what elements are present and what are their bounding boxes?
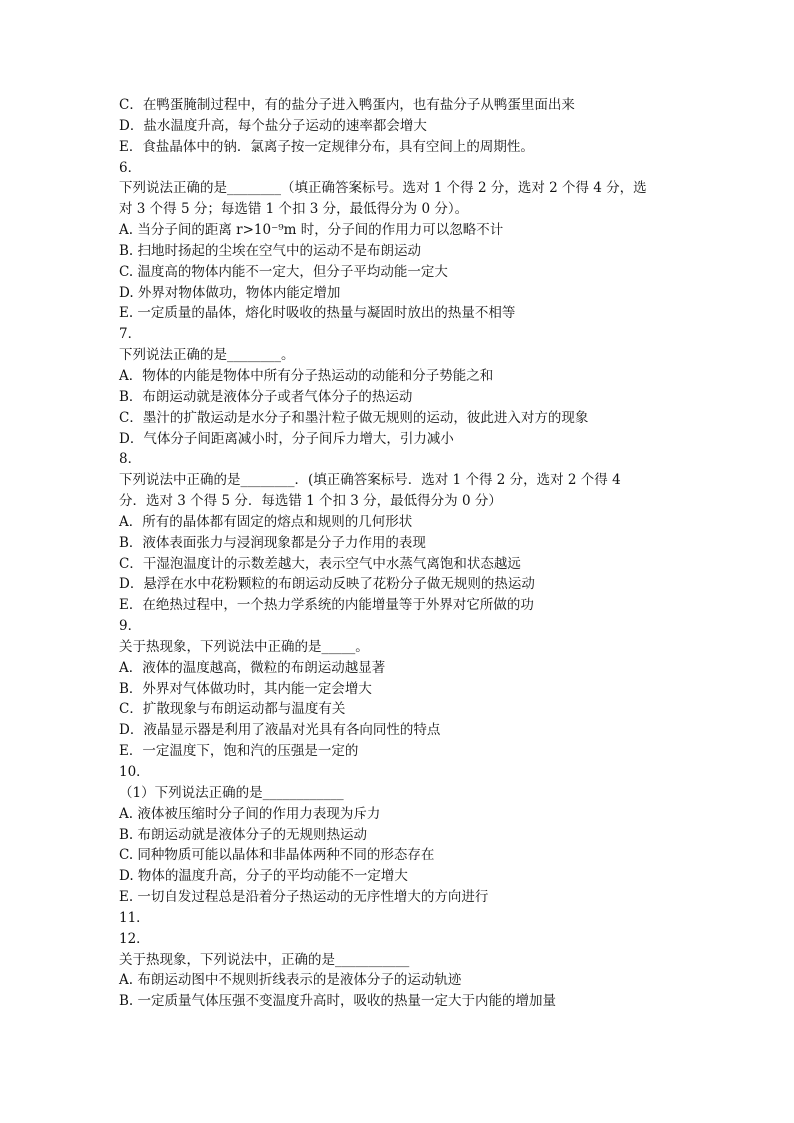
question-number: 9． (119, 618, 142, 635)
question-stem: 对 3 个得 5 分；每选错 1 个扣 3 分，最低得分为 0 分）。 (119, 201, 469, 218)
text-line: C．在鸭蛋腌制过程中，有的盐分子进入鸭蛋内，也有盐分子从鸭蛋里面出来 (119, 97, 575, 113)
question-stem: 下列说法正确的是________（填正确答案标号。选对 1 个得 2 分，选对 2 个得 4 分，选 (119, 180, 647, 197)
question-stem: 下列说法正确的是________。 (119, 347, 295, 364)
question-stem: 关于热现象，下列说法中正确的是_____。 (119, 638, 369, 655)
option-line: E. 一定质量的晶体，熔化时吸收的热量与凝固时放出的热量不相等 (119, 305, 516, 322)
option-line: E．在绝热过程中，一个热力学系统的内能增量等于外界对它所做的功 (119, 597, 534, 614)
option-line: D. 外界对物体做功，物体内能定增加 (119, 284, 341, 301)
question-stem: （1）下列说法正确的是____________ (119, 784, 344, 801)
option-line: B. 布朗运动就是液体分子的无规则热运动 (119, 826, 368, 843)
option-line: B. 扫地时扬起的尘埃在空气中的运动不是布朗运动 (119, 242, 422, 259)
option-line: A．所有的晶体都有固定的熔点和规则的几何形状 (119, 513, 413, 530)
option-line: A. 当分子间的距离 r>10⁻⁹m 时，分子间的作用力可以忽略不计 (119, 222, 504, 239)
option-line: B．外界对气体做功时，其内能一定会增大 (119, 680, 372, 697)
option-line: C．墨汁的扩散运动是水分子和墨汁粒子做无规则的运动，彼此进入对方的现象 (119, 409, 589, 426)
option-line: C. 温度高的物体内能不一定大，但分子平均动能一定大 (119, 263, 448, 280)
option-line: A．物体的内能是物体中所有分子热运动的动能和分子势能之和 (119, 367, 494, 384)
option-line: D．悬浮在水中花粉颗粒的布朗运动反映了花粉分子做无规则的热运动 (119, 576, 535, 593)
option-line: A. 液体被压缩时分子间的作用力表现为斥力 (119, 805, 381, 822)
option-line: B．布朗运动就是液体分子或者气体分子的热运动 (119, 388, 413, 405)
option-line: D．液晶显示器是利用了液晶对光具有各向同性的特点 (119, 722, 441, 739)
question-number: 11． (119, 909, 150, 926)
option-line: C．干湿泡温度计的示数差越大，表示空气中水蒸气离饱和状态越远 (119, 555, 521, 572)
question-stem: 关于热现象，下列说法中，正确的是___________ (119, 951, 410, 968)
option-line: C. 同种物质可能以晶体和非晶体两种不同的形态存在 (119, 847, 435, 864)
question-number: 6． (119, 159, 142, 176)
option-line: D. 物体的温度升高，分子的平均动能不一定增大 (119, 868, 408, 885)
document-body (119, 95, 689, 1012)
question-number: 12． (119, 930, 150, 947)
text-line: E．食盐晶体中的钠．氯离子按一定规律分布，具有空间上的周期性。 (119, 138, 534, 155)
option-line: A．液体的温度越高，微粒的布朗运动越显著 (119, 659, 386, 676)
option-line: E. 一切自发过程总是沿着分子热运动的无序性增大的方向进行 (119, 889, 489, 906)
question-number: 10． (119, 764, 150, 780)
question-stem: 分．选对 3 个得 5 分．每选错 1 个扣 3 分，最低得分为 0 分） (119, 493, 502, 510)
option-line: B．液体表面张力与浸润现象都是分子力作用的表现 (119, 534, 426, 551)
option-line: B. 一定质量气体压强不变温度升高时，吸收的热量一定大于内能的增加量 (119, 993, 557, 1010)
option-line: D．气体分子间距离减小时，分子间斥力增大，引力减小 (119, 430, 454, 447)
question-number: 8． (119, 451, 142, 468)
question-stem: 下列说法中正确的是________．(填正确答案标号．选对 1 个得 2 分，选对 2 个得 4 (119, 472, 621, 489)
option-line: E．一定温度下，饱和汽的压强是一定的 (119, 743, 359, 760)
option-line: A. 布朗运动图中不规则折线表示的是液体分子的运动轨迹 (119, 972, 462, 989)
option-line: C．扩散现象与布朗运动都与温度有关 (119, 701, 346, 718)
text-line: D．盐水温度升高，每个盐分子运动的速率都会增大 (119, 117, 427, 134)
question-number: 7． (119, 326, 142, 343)
